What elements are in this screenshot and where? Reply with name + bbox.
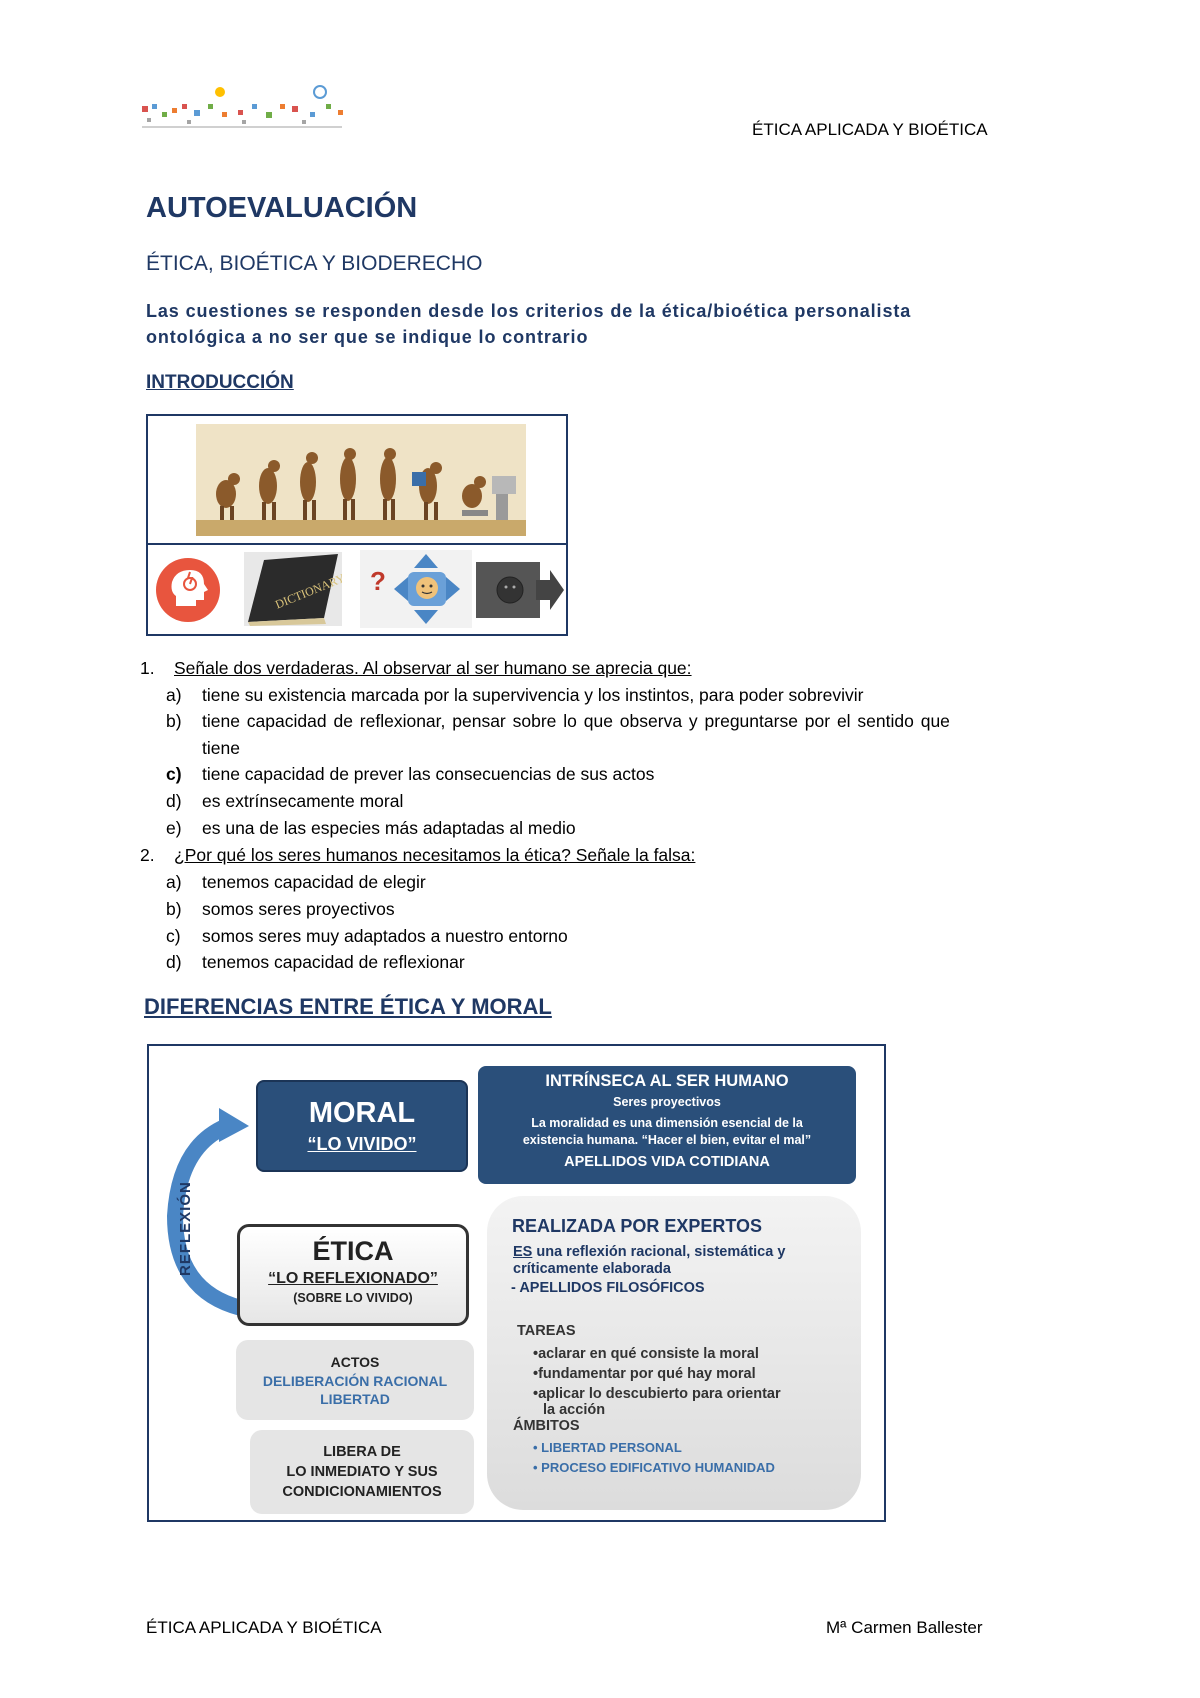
option-text: somos seres proyectivos (202, 899, 395, 919)
intrinseca-footer: APELLIDOS VIDA COTIDIANA (564, 1154, 770, 1170)
option-letter: b) (166, 899, 182, 919)
dictionary-label: DICTIONARY (273, 570, 342, 612)
intrinseca-body-1: La moralidad es una dimensión esencial de la (531, 1116, 803, 1130)
question-number: 1. (140, 658, 155, 678)
option-text-continuation: tiene (202, 738, 240, 758)
question-number: 2. (140, 845, 155, 865)
tarea-2: •fundamentar por qué hay moral (533, 1366, 756, 1382)
option-letter: e) (166, 818, 182, 838)
intrinseca-sub: Seres proyectivos (613, 1095, 721, 1109)
option-letter: d) (166, 791, 182, 811)
reflexion-label: REFLEXIÓN (177, 1181, 194, 1276)
expertos-box (487, 1196, 861, 1510)
tareas-heading: TAREAS (517, 1323, 576, 1339)
image-divider (148, 543, 566, 545)
actos-libertad: LIBERTAD (320, 1391, 390, 1407)
tarea-3: •aplicar lo descubierto para orientar (533, 1386, 781, 1402)
page-subtitle: ÉTICA, BIOÉTICA Y BIODERECHO (146, 252, 483, 275)
option-letter: d) (166, 952, 182, 972)
intrinseca-box (478, 1066, 856, 1184)
expertos-es: ES (513, 1244, 533, 1260)
libera-line-2: LO INMEDIATO Y SUS (286, 1464, 438, 1480)
arrow-figure-icon (474, 556, 564, 627)
libera-box (250, 1430, 474, 1514)
moral-subtitle: “LO VIVIDO” (307, 1134, 417, 1154)
option-text: tenemos capacidad de reflexionar (202, 952, 465, 972)
intrinseca-body-2: existencia humana. “Hacer el bien, evitar el mal” (522, 1133, 812, 1147)
expertos-definition (513, 1244, 853, 1278)
section-heading-diferencias: DIFERENCIAS ENTRE ÉTICA Y MORAL (144, 994, 552, 1019)
actos-box (236, 1340, 474, 1420)
libera-line-1: LIBERA DE (323, 1444, 401, 1460)
actos-label: ACTOS (330, 1354, 380, 1370)
option-text: tiene su existencia marcada por la supervivencia y los instintos, para poder sobrevivir (202, 685, 864, 705)
option-text: es extrínsecamente moral (202, 791, 404, 811)
option-letter: a) (166, 685, 182, 705)
instructions-line-1: Las cuestiones se responden desde los criterios de la ética/bioética personalista (146, 301, 912, 321)
option-letter: c) (166, 926, 181, 946)
option-letter: b) (166, 711, 182, 731)
ambito-2: • PROCESO EDIFICATIVO HUMANIDAD (533, 1460, 775, 1475)
page-title: AUTOEVALUACIÓN (146, 192, 418, 224)
instructions (146, 298, 1046, 350)
question-text: ¿Por qué los seres humanos necesitamos la ética? Señale la falsa: (174, 845, 696, 865)
ambito-1: • LIBERTAD PERSONAL (533, 1440, 682, 1455)
etica-note: (SOBRE LO VIVIDO) (293, 1291, 413, 1305)
tarea-1: •aclarar en qué consiste la moral (533, 1346, 759, 1362)
option-text: es una de las especies más adaptadas al medio (202, 818, 576, 838)
moral-title: MORAL (308, 1097, 416, 1129)
section-heading-introduccion: INTRODUCCIÓN (146, 372, 294, 393)
option-text: tenemos capacidad de elegir (202, 872, 426, 892)
etica-box (237, 1224, 469, 1326)
header-title: ÉTICA APLICADA Y BIOÉTICA (752, 120, 988, 139)
ambitos-heading: ÁMBITOS (513, 1418, 580, 1434)
instructions-line-2: ontológica a no ser que se indique lo contrario (146, 327, 589, 347)
expertos-apellidos: - APELLIDOS FILOSÓFICOS (511, 1280, 705, 1296)
etica-subtitle: “LO REFLEXIONADO” (268, 1270, 438, 1287)
human-evolution-icon (196, 424, 526, 536)
option-letter: a) (166, 872, 182, 892)
expertos-line-2: críticamente elaborada (513, 1261, 671, 1277)
etica-moral-diagram (147, 1044, 886, 1522)
question-text: Señale dos verdaderas. Al observar al ser humano se aprecia que: (174, 658, 692, 678)
option-text: somos seres muy adaptados a nuestro entorno (202, 926, 568, 946)
head-gear-icon (154, 556, 222, 629)
option-text: tiene capacidad de prever las consecuencias de sus actos (202, 764, 655, 784)
question-direction-icon (360, 550, 472, 633)
moral-box (256, 1080, 468, 1172)
expertos-es-rest: una reflexión racional, sistemática y (532, 1244, 786, 1260)
dictionary-icon (244, 552, 342, 631)
option-letter: c) (166, 764, 182, 784)
question-mark: ? (370, 566, 386, 596)
footer-left: ÉTICA APLICADA Y BIOÉTICA (146, 1618, 382, 1637)
tarea-3-continuation: la acción (543, 1402, 606, 1418)
libera-line-3: CONDICIONAMIENTOS (282, 1484, 442, 1500)
etica-title: ÉTICA (312, 1236, 394, 1266)
actos-deliberacion: DELIBERACIÓN RACIONAL (262, 1373, 448, 1389)
university-logo-icon (142, 84, 352, 134)
footer-author: Mª Carmen Ballester (826, 1618, 983, 1637)
option-text: tiene capacidad de reflexionar, pensar sobre lo que observa y preguntarse por el sentido que (202, 711, 950, 731)
intrinseca-heading: INTRÍNSECA AL SER HUMANO (545, 1072, 789, 1090)
intro-image-box (146, 414, 568, 636)
expertos-heading: REALIZADA POR EXPERTOS (512, 1216, 763, 1236)
